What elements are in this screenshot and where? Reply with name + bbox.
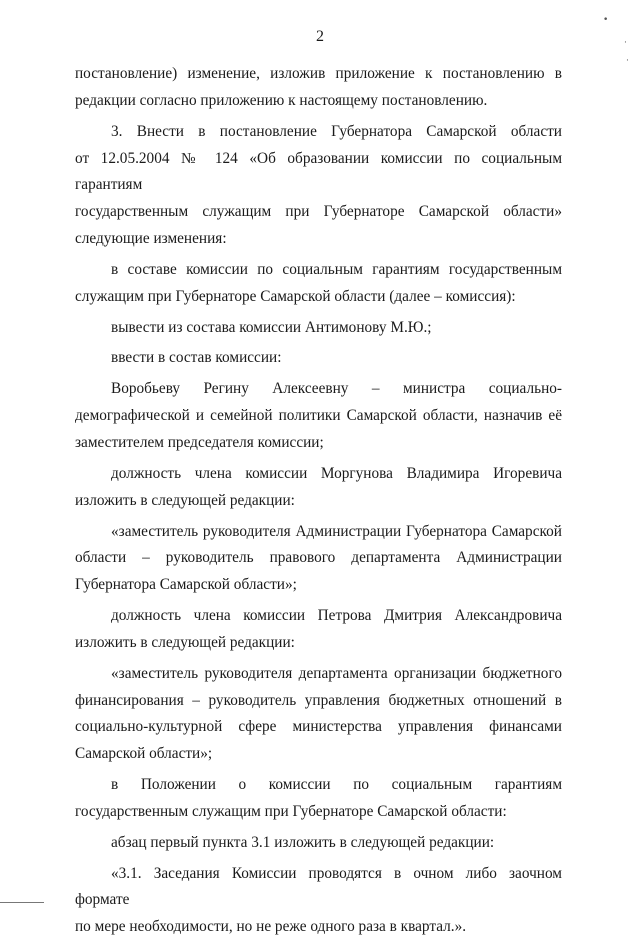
paragraph: «заместитель руководителя Администрации Губернатора Самарской — [111, 522, 562, 540]
paragraph-line: изложить в следующей редакции: — [75, 633, 295, 651]
paragraph-line: следующие изменения: — [75, 230, 227, 248]
paragraph: в составе комиссии по социальным гарантиям государственным — [111, 260, 562, 278]
scan-edge-line — [0, 902, 44, 903]
scan-speck: • — [603, 15, 609, 25]
paragraph-line: государственным служащим при Губернаторе Самарской области» — [75, 203, 562, 221]
page-number: 2 — [316, 28, 324, 45]
paragraph-line: служащим при Губернаторе Самарской области (далее – комиссия): — [75, 287, 516, 305]
paragraph: «заместитель руководителя департамента организации бюджетного — [111, 664, 562, 682]
paragraph: абзац первый пункта 3.1 изложить в следующей редакции: — [111, 833, 495, 851]
paragraph: редакции согласно приложению к настоящему постановлению. — [75, 91, 488, 109]
paragraph-line: государственным служащим при Губернаторе Самарской области: — [75, 802, 507, 820]
paragraph: вывести из состава комиссии Антимонову М.Ю.; — [111, 318, 432, 336]
paragraph-line: от 12.05.2004 № 124 «Об образовании комиссии по социальным гарантиям — [75, 149, 562, 194]
paragraph-line: социально-культурной сфере министерства управления финансами — [75, 718, 562, 736]
paragraph: в Положении о комиссии по социальным гарантиям — [111, 776, 562, 794]
paragraph: ввести в состав комиссии: — [111, 349, 282, 367]
paragraph-line: финансирования – руководитель управления бюджетных отношений в — [75, 691, 562, 709]
paragraph: постановление) изменение, изложив приложение к постановлению в — [75, 65, 562, 82]
paragraph: должность члена комиссии Петрова Дмитрия Александровича — [111, 607, 562, 625]
scan-speck: · — [624, 38, 627, 48]
document-body — [75, 61, 562, 941]
paragraph-line: Самарской области»; — [75, 745, 213, 763]
paragraph: должность члена комиссии Моргунова Владимира Игоревича — [111, 464, 562, 482]
paragraph: 3. Внести в постановление Губернатора Самарской области — [111, 122, 562, 140]
paragraph-line: изложить в следующей редакции: — [75, 491, 295, 509]
paragraph: «3.1. Заседания Комиссии проводятся в очном либо заочном формате — [75, 864, 562, 909]
paragraph-line: области – руководитель правового департамента Администрации — [75, 549, 562, 567]
paragraph-line: по мере необходимости, но не реже одного раза в квартал.». — [75, 918, 467, 936]
paragraph: Воробьеву Регину Алексеевну – министра социально- — [111, 380, 562, 398]
scan-speck: · — [626, 56, 629, 66]
paragraph-line: заместителем председателя комиссии; — [75, 433, 324, 451]
paragraph-line: Губернатора Самарской области»; — [75, 576, 297, 594]
paragraph-line: демографической и семейной политики Самарской области, назначив её — [75, 407, 562, 425]
